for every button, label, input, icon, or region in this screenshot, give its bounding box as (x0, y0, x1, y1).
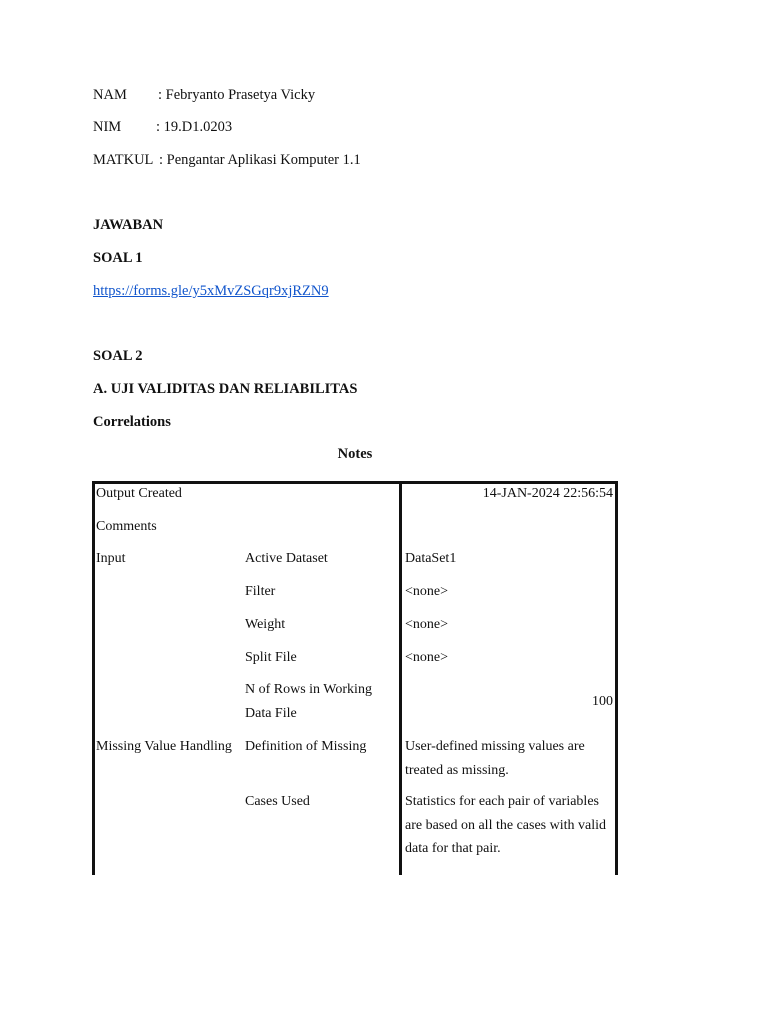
cell-active-dataset-label: Active Dataset (245, 551, 328, 566)
cell-n-rows-value: 100 (592, 694, 613, 709)
form-link[interactable]: https://forms.gle/y5xMvZSGqr9xjRZN9 (93, 283, 329, 299)
name-line (93, 87, 315, 104)
notes-table-title: Notes (337, 446, 373, 462)
cell-split-file-value: <none> (405, 650, 449, 665)
nim-line (93, 119, 232, 136)
cell-filter-label: Filter (245, 584, 276, 599)
cell-cases-used-label: Cases Used (245, 794, 310, 809)
section-heading: A. UJI VALIDITAS DAN RELIABILITAS (93, 381, 358, 397)
name-value: : Febryanto Prasetya Vicky (158, 87, 316, 103)
nim-value: : 19.D1.0203 (156, 119, 233, 135)
cell-weight-label: Weight (245, 617, 286, 632)
matkul-label: MATKUL (93, 152, 154, 168)
cell-split-file-label: Split File (245, 650, 297, 665)
jawaban-heading: JAWABAN (93, 217, 164, 233)
name-label: NAM (93, 87, 127, 103)
cell-weight-value: <none> (405, 617, 449, 632)
matkul-value: : Pengantar Aplikasi Komputer 1.1 (159, 152, 361, 168)
soal2-heading: SOAL 2 (93, 348, 143, 364)
cell-cases-used-value: Statistics for each pair of variables are based on all the cases with valid data for that pair. (405, 794, 606, 856)
cell-n-rows-label: N of Rows in Working Data File (245, 682, 372, 721)
cell-filter-value: <none> (405, 584, 449, 599)
soal1-heading: SOAL 1 (93, 250, 143, 266)
cell-input-label: Input (96, 551, 126, 566)
table-left-border (92, 481, 95, 875)
notes-table (92, 481, 618, 875)
cell-definition-of-missing-label: Definition of Missing (245, 739, 367, 754)
cell-output-created-value: 14-JAN-2024 22:56:54 (482, 486, 613, 501)
nim-label: NIM (93, 119, 122, 135)
table-middle-border (399, 481, 402, 875)
correlations-heading: Correlations (93, 414, 171, 430)
matkul-line (93, 152, 361, 169)
cell-output-created-label: Output Created (96, 486, 182, 501)
cell-definition-of-missing-value: User-defined missing values are treated as missing. (405, 739, 585, 778)
cell-comments-label: Comments (96, 519, 157, 534)
cell-active-dataset-value: DataSet1 (405, 551, 457, 566)
cell-missing-value-handling-label: Missing Value Handling (96, 739, 232, 754)
